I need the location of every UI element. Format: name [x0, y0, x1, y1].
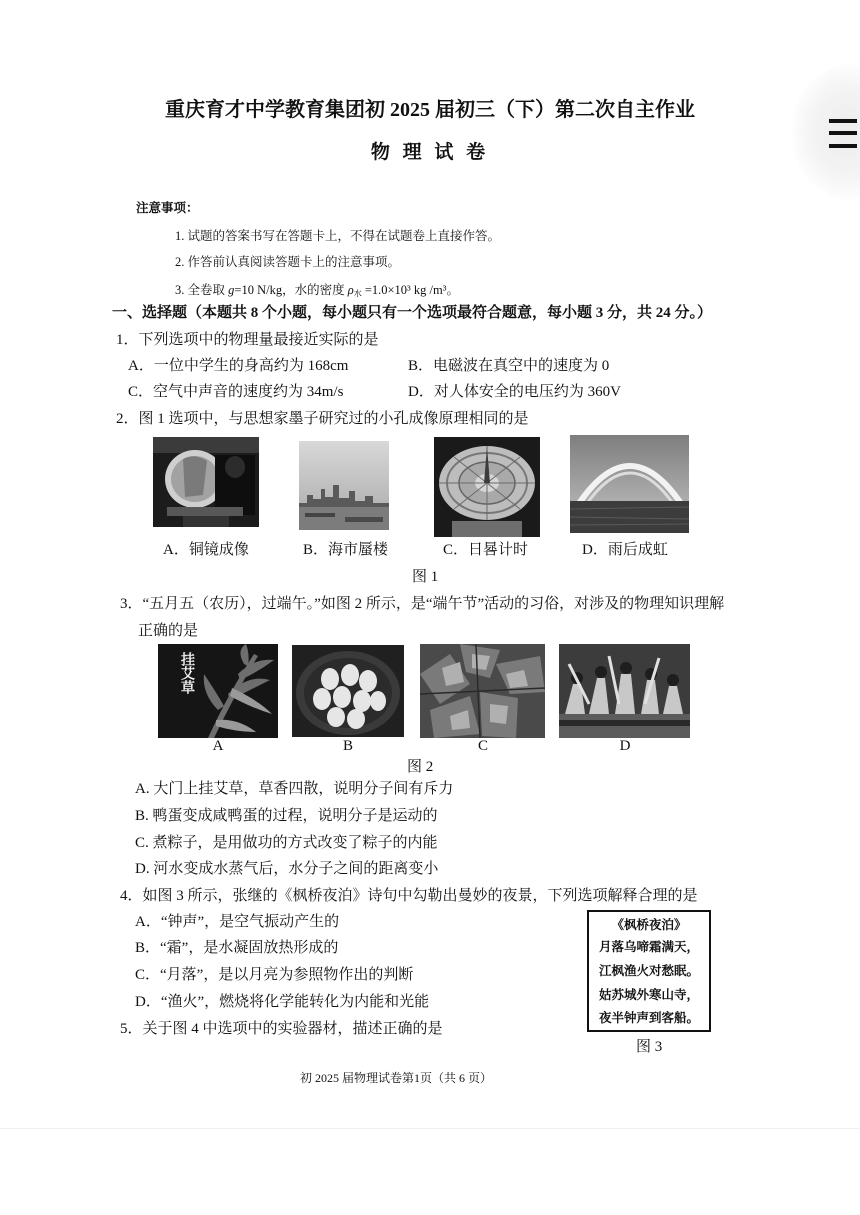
- menu-icon-bar: [829, 144, 857, 148]
- notes-heading: 注意事项：: [136, 201, 199, 215]
- poem-line-2: 江枫渔火对愁眠。: [598, 964, 699, 978]
- zongzi-photo: [420, 644, 545, 738]
- question-4-stem: 4．如图 3 所示，张继的《枫桥夜泊》诗句中勾勒出曼妙的夜景，下列选项解释合理的是: [120, 888, 698, 904]
- gravity-value: =10 N/kg，水的密度: [234, 283, 348, 297]
- poem-box: [587, 910, 711, 1032]
- question-1-option-b: B．电磁波在真空中的速度为 0: [408, 358, 610, 374]
- question-1-option-c: C．空气中声音的速度约为 34m/s: [128, 384, 344, 400]
- figure-1-caption-d: D．雨后成虹: [582, 542, 668, 558]
- figure-1-caption-a: A．铜镜成像: [163, 542, 249, 558]
- page-subtitle: 物 理 试 卷: [370, 142, 490, 163]
- question-2-stem: 2．图 1 选项中，与思想家墨子研究过的小孔成像原理相同的是: [116, 411, 529, 427]
- figure-2-label-a: A: [212, 738, 224, 754]
- poem-line-1: 月落乌啼霜满天，: [598, 940, 699, 954]
- poem-line-4: 夜半钟声到客船。: [598, 1011, 699, 1025]
- density-symbol: ρ: [347, 283, 354, 297]
- figure-2-image-b: [292, 645, 404, 737]
- gravity-symbol: g: [228, 283, 235, 297]
- question-3-option-b: B. 鸭蛋变成咸鸭蛋的过程，说明分子是运动的: [135, 808, 438, 824]
- salted-eggs-photo: [292, 645, 404, 737]
- note-item-3-lead: 3. 全卷取: [175, 283, 229, 297]
- figure-1-image-a: [153, 437, 259, 527]
- figure-1-label: 图 1: [412, 569, 439, 585]
- figure-2-image-a-text: 挂艾草: [179, 652, 194, 694]
- question-1-option-d: D．对人体安全的电压约为 360V: [408, 384, 621, 400]
- question-1-stem: 1．下列选项中的物理量最接近实际的是: [116, 332, 379, 348]
- figure-1-image-c: [434, 437, 540, 537]
- mirage-photo: [299, 441, 389, 530]
- figure-2-label-c: C: [477, 738, 488, 754]
- menu-icon-bar: [829, 119, 857, 123]
- menu-icon-bar: [829, 131, 857, 135]
- question-4-option-a: A．“钟声”，是空气振动产生的: [135, 914, 340, 930]
- figure-2-label: 图 2: [407, 759, 434, 775]
- question-3-option-c: C. 煮粽子，是用做功的方式改变了粽子的内能: [135, 835, 438, 851]
- mugwort-photo: [158, 644, 278, 738]
- question-3-option-d: D. 河水变成水蒸气后，水分子之间的距离变小: [135, 861, 439, 877]
- density-subscript: 水: [353, 289, 362, 298]
- note-item-2: 2. 作答前认真阅读答题卡上的注意事项。: [175, 255, 401, 269]
- question-1-option-a: A．一位中学生的身高约为 168cm: [128, 358, 349, 374]
- figure-1-image-d: [570, 435, 689, 533]
- sundial-photo: [434, 437, 540, 537]
- figure-2-image-d: [559, 644, 690, 738]
- note-item-1: 1. 试题的答案书写在答题卡上，不得在试题卷上直接作答。: [175, 229, 501, 243]
- figure-1-caption-b: B．海市蜃楼: [303, 542, 389, 558]
- menu-icon[interactable]: [829, 119, 857, 149]
- page-title: 重庆育才中学教育集团初 2025 届初三（下）第二次自主作业: [165, 99, 695, 121]
- page-divider: [0, 1128, 860, 1129]
- figure-2-label-d: D: [619, 738, 631, 754]
- question-3-option-a: A. 大门上挂艾草，草香四散，说明分子间有斥力: [135, 781, 454, 797]
- page-footer: 初 2025 届物理试卷第1页（共 6 页）: [300, 1071, 493, 1085]
- bronze-mirror-photo: [153, 437, 259, 527]
- question-4-option-b: B．“霜”，是水凝固放热形成的: [135, 940, 339, 956]
- question-4-option-c: C．“月落”，是以月亮为参照物作出的判断: [135, 967, 414, 983]
- question-3-stem: 3．“五月五（农历），过端午。”如图 2 所示，是“端午节”活动的习俗，对涉及的物理知识理解正确的是: [120, 596, 725, 639]
- poem-line-3: 姑苏城外寒山寺，: [598, 988, 699, 1002]
- figure-2-image-c: [420, 644, 545, 738]
- question-5-stem: 5．关于图 4 中选项中的实验器材，描述正确的是: [120, 1021, 443, 1037]
- figure-2-image-a: [158, 644, 278, 738]
- density-value: =1.0×10³ kg /m³。: [361, 283, 459, 297]
- section-heading: 一、选择题（本题共 8 个小题，每小题只有一个选项最符合题意，每小题 3 分，共 24 分。）: [112, 305, 713, 321]
- dragon-boat-photo: [559, 644, 690, 738]
- question-4-option-d: D．“渔火”，燃烧将化学能转化为内能和光能: [135, 994, 430, 1010]
- note-item-3: [175, 282, 459, 302]
- poem-title: 《枫桥夜泊》: [611, 918, 687, 932]
- figure-1-image-b: [299, 441, 389, 530]
- figure-1-caption-c: C．日晷计时: [443, 542, 529, 558]
- figure-2-label-b: B: [342, 738, 353, 754]
- rainbow-photo: [570, 435, 689, 533]
- figure-3-label: 图 3: [636, 1039, 663, 1055]
